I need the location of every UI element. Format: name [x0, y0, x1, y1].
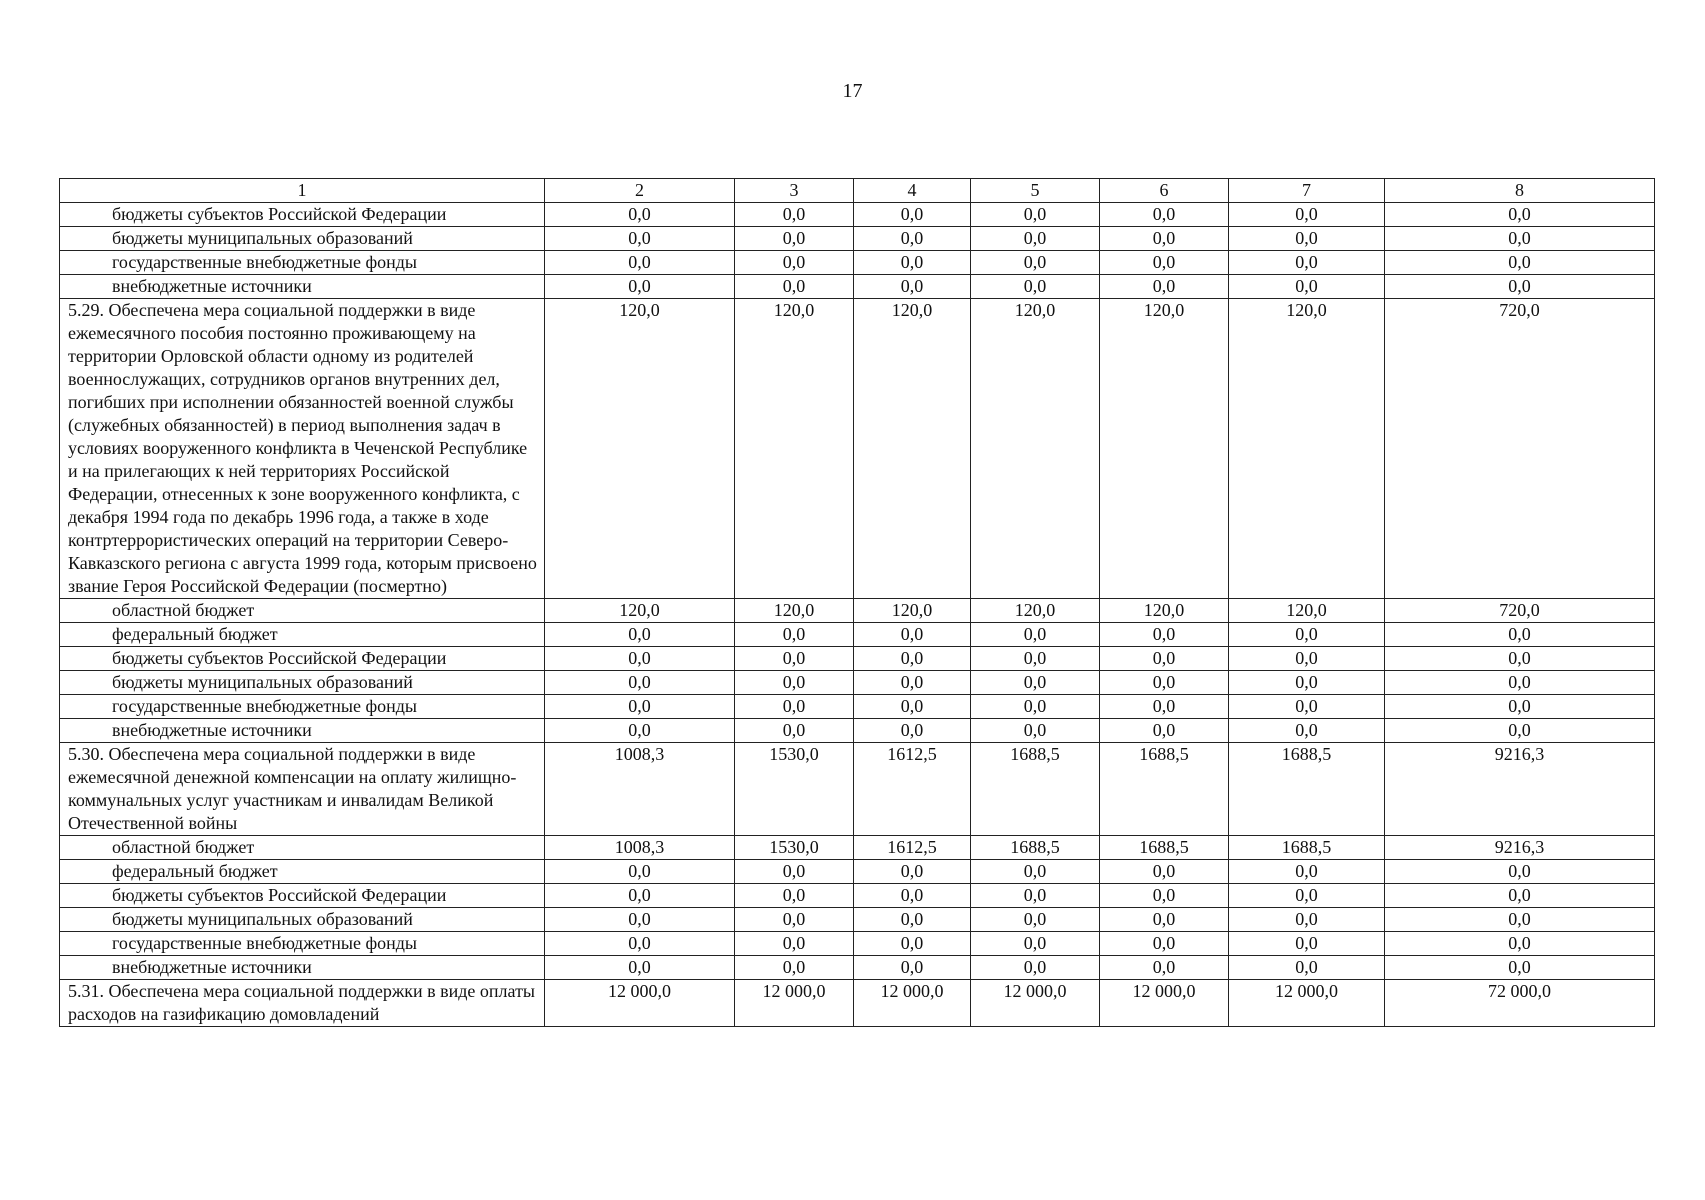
value-cell: 0,0: [735, 719, 854, 743]
table-row-source: [60, 671, 1655, 695]
value-cell: 0,0: [1385, 908, 1655, 932]
value-cell: 0,0: [1385, 884, 1655, 908]
value-cell: 12 000,0: [1100, 980, 1229, 1027]
value-cell: 0,0: [854, 719, 971, 743]
value-cell: 12 000,0: [545, 980, 735, 1027]
value-cell: 120,0: [1100, 299, 1229, 599]
value-cell: 120,0: [1229, 299, 1385, 599]
value-cell: 120,0: [1229, 599, 1385, 623]
value-cell: 0,0: [854, 251, 971, 275]
value-cell: 0,0: [971, 956, 1100, 980]
value-cell: 720,0: [1385, 299, 1655, 599]
value-cell: 1008,3: [545, 836, 735, 860]
table-row-source: [60, 884, 1655, 908]
value-cell: 0,0: [1100, 203, 1229, 227]
value-cell: 0,0: [545, 251, 735, 275]
page-number: 17: [842, 80, 863, 102]
value-cell: 0,0: [1100, 671, 1229, 695]
value-cell: 0,0: [854, 647, 971, 671]
value-cell: 720,0: [1385, 599, 1655, 623]
value-cell: 0,0: [1229, 251, 1385, 275]
funding-source-label: бюджеты субъектов Российской Федерации: [60, 647, 545, 671]
value-cell: 0,0: [971, 695, 1100, 719]
value-cell: 1008,3: [545, 743, 735, 836]
value-cell: 9216,3: [1385, 836, 1655, 860]
value-cell: 0,0: [1385, 956, 1655, 980]
value-cell: 0,0: [735, 695, 854, 719]
table-row-source: [60, 203, 1655, 227]
value-cell: 0,0: [971, 275, 1100, 299]
budget-table: [59, 178, 1655, 1027]
table-row-source: [60, 599, 1655, 623]
table-row-measure: [60, 299, 1655, 599]
table-row-source: [60, 932, 1655, 956]
value-cell: 0,0: [735, 251, 854, 275]
value-cell: 0,0: [971, 908, 1100, 932]
value-cell: 1688,5: [1229, 836, 1385, 860]
value-cell: 1612,5: [854, 836, 971, 860]
value-cell: 0,0: [1385, 932, 1655, 956]
value-cell: 0,0: [1385, 251, 1655, 275]
value-cell: 0,0: [854, 908, 971, 932]
funding-source-label: областной бюджет: [60, 836, 545, 860]
value-cell: 0,0: [1229, 860, 1385, 884]
value-cell: 0,0: [735, 623, 854, 647]
value-cell: 0,0: [1229, 908, 1385, 932]
funding-source-label: бюджеты субъектов Российской Федерации: [60, 203, 545, 227]
value-cell: 0,0: [735, 275, 854, 299]
value-cell: 0,0: [1385, 623, 1655, 647]
funding-source-label: бюджеты муниципальных образований: [60, 227, 545, 251]
table-row-source: [60, 623, 1655, 647]
value-cell: 0,0: [1100, 227, 1229, 251]
value-cell: 0,0: [1229, 623, 1385, 647]
value-cell: 0,0: [1100, 275, 1229, 299]
column-header: 7: [1229, 179, 1385, 203]
value-cell: 0,0: [1229, 203, 1385, 227]
value-cell: 120,0: [971, 599, 1100, 623]
value-cell: 0,0: [735, 908, 854, 932]
value-cell: 0,0: [971, 932, 1100, 956]
funding-source-label: внебюджетные источники: [60, 275, 545, 299]
value-cell: 0,0: [1385, 695, 1655, 719]
value-cell: 12 000,0: [1229, 980, 1385, 1027]
value-cell: 0,0: [854, 203, 971, 227]
table-body: [60, 179, 1655, 1027]
value-cell: 1688,5: [1100, 743, 1229, 836]
value-cell: 0,0: [1100, 884, 1229, 908]
value-cell: 0,0: [545, 647, 735, 671]
value-cell: 0,0: [735, 860, 854, 884]
value-cell: 0,0: [971, 719, 1100, 743]
column-header: 5: [971, 179, 1100, 203]
measure-description: 5.29. Обеспечена мера социальной поддержки в виде ежемесячного пособия постоянно проживающему на территории Орловской области одному из родителей военнослужащих, сотрудников органов внутренних дел, погибших при исполнении обязанностей военной службы (служебных обязанностей) в период выполнения задач в условиях вооруженного конфликта в Чеченской Республике и на прилегающих к ней территориях Российской Федерации, отнесенных к зоне вооруженного конфликта, с декабря 1994 года по декабрь 1996 года, а также в ходе контртеррористических операций на территории Северо-Кавказского региона с августа 1999 года, которым присвоено звание Героя Российской Федерации (посмертно): [60, 299, 545, 599]
value-cell: 12 000,0: [735, 980, 854, 1027]
funding-source-label: бюджеты субъектов Российской Федерации: [60, 884, 545, 908]
table-row-measure: [60, 743, 1655, 836]
value-cell: 0,0: [1385, 275, 1655, 299]
column-header: 2: [545, 179, 735, 203]
value-cell: 120,0: [854, 299, 971, 599]
value-cell: 0,0: [1385, 860, 1655, 884]
value-cell: 0,0: [854, 671, 971, 695]
value-cell: 0,0: [1229, 884, 1385, 908]
value-cell: 120,0: [545, 599, 735, 623]
table-row-source: [60, 860, 1655, 884]
value-cell: 72 000,0: [1385, 980, 1655, 1027]
table-row-source: [60, 275, 1655, 299]
value-cell: 0,0: [971, 251, 1100, 275]
value-cell: 0,0: [735, 932, 854, 956]
value-cell: 0,0: [1100, 251, 1229, 275]
value-cell: 0,0: [545, 884, 735, 908]
value-cell: 0,0: [545, 695, 735, 719]
column-header: 6: [1100, 179, 1229, 203]
column-header: 8: [1385, 179, 1655, 203]
value-cell: 0,0: [1385, 647, 1655, 671]
value-cell: 0,0: [545, 203, 735, 227]
column-header-row: [60, 179, 1655, 203]
value-cell: 0,0: [1385, 719, 1655, 743]
funding-source-label: государственные внебюджетные фонды: [60, 251, 545, 275]
funding-source-label: государственные внебюджетные фонды: [60, 932, 545, 956]
value-cell: 0,0: [1100, 932, 1229, 956]
column-header: 1: [60, 179, 545, 203]
column-header: 4: [854, 179, 971, 203]
value-cell: 1530,0: [735, 836, 854, 860]
value-cell: 0,0: [971, 860, 1100, 884]
measure-description: 5.30. Обеспечена мера социальной поддержки в виде ежемесячной денежной компенсации на оплату жилищно-коммунальных услуг участникам и инвалидам Великой Отечественной войны: [60, 743, 545, 836]
value-cell: 1688,5: [971, 836, 1100, 860]
table-row-source: [60, 251, 1655, 275]
value-cell: 12 000,0: [971, 980, 1100, 1027]
value-cell: 0,0: [854, 227, 971, 251]
value-cell: 120,0: [971, 299, 1100, 599]
value-cell: 0,0: [854, 623, 971, 647]
value-cell: 9216,3: [1385, 743, 1655, 836]
funding-source-label: федеральный бюджет: [60, 623, 545, 647]
value-cell: 1688,5: [1100, 836, 1229, 860]
value-cell: 0,0: [854, 884, 971, 908]
table-row-source: [60, 227, 1655, 251]
table-row-source: [60, 719, 1655, 743]
value-cell: 0,0: [1100, 647, 1229, 671]
table-row-source: [60, 836, 1655, 860]
value-cell: 120,0: [545, 299, 735, 599]
value-cell: 0,0: [1229, 956, 1385, 980]
column-header: 3: [735, 179, 854, 203]
value-cell: 120,0: [735, 299, 854, 599]
funding-source-label: внебюджетные источники: [60, 719, 545, 743]
table-row-source: [60, 695, 1655, 719]
value-cell: 0,0: [545, 956, 735, 980]
value-cell: 0,0: [545, 932, 735, 956]
value-cell: 0,0: [971, 227, 1100, 251]
value-cell: 0,0: [854, 695, 971, 719]
value-cell: 120,0: [1100, 599, 1229, 623]
value-cell: 0,0: [735, 956, 854, 980]
value-cell: 1612,5: [854, 743, 971, 836]
funding-source-label: федеральный бюджет: [60, 860, 545, 884]
value-cell: 0,0: [1385, 203, 1655, 227]
value-cell: 0,0: [1229, 275, 1385, 299]
funding-source-label: государственные внебюджетные фонды: [60, 695, 545, 719]
value-cell: 0,0: [971, 623, 1100, 647]
value-cell: 0,0: [545, 908, 735, 932]
value-cell: 0,0: [854, 860, 971, 884]
value-cell: 0,0: [1385, 227, 1655, 251]
value-cell: 0,0: [854, 932, 971, 956]
table-row-source: [60, 647, 1655, 671]
value-cell: 0,0: [735, 203, 854, 227]
value-cell: 0,0: [971, 203, 1100, 227]
value-cell: 0,0: [1229, 695, 1385, 719]
value-cell: 0,0: [735, 647, 854, 671]
value-cell: 0,0: [1100, 719, 1229, 743]
value-cell: 0,0: [971, 884, 1100, 908]
value-cell: 0,0: [854, 956, 971, 980]
value-cell: 0,0: [1385, 671, 1655, 695]
value-cell: 0,0: [735, 884, 854, 908]
value-cell: 0,0: [545, 623, 735, 647]
funding-source-label: внебюджетные источники: [60, 956, 545, 980]
value-cell: 0,0: [971, 647, 1100, 671]
value-cell: 0,0: [545, 275, 735, 299]
value-cell: 0,0: [545, 719, 735, 743]
value-cell: 0,0: [1100, 695, 1229, 719]
value-cell: 0,0: [735, 671, 854, 695]
funding-source-label: бюджеты муниципальных образований: [60, 908, 545, 932]
value-cell: 1688,5: [971, 743, 1100, 836]
value-cell: 0,0: [854, 275, 971, 299]
value-cell: 0,0: [1229, 719, 1385, 743]
value-cell: 12 000,0: [854, 980, 971, 1027]
table-row-source: [60, 956, 1655, 980]
value-cell: 1688,5: [1229, 743, 1385, 836]
value-cell: 0,0: [1100, 956, 1229, 980]
value-cell: 120,0: [735, 599, 854, 623]
table-row-source: [60, 908, 1655, 932]
value-cell: 1530,0: [735, 743, 854, 836]
value-cell: 0,0: [1229, 227, 1385, 251]
value-cell: 0,0: [1229, 671, 1385, 695]
measure-description: 5.31. Обеспечена мера социальной поддержки в виде оплаты расходов на газификацию домовладений: [60, 980, 545, 1027]
value-cell: 0,0: [545, 227, 735, 251]
value-cell: 0,0: [545, 860, 735, 884]
value-cell: 120,0: [854, 599, 971, 623]
value-cell: 0,0: [971, 671, 1100, 695]
funding-source-label: бюджеты муниципальных образований: [60, 671, 545, 695]
value-cell: 0,0: [1229, 647, 1385, 671]
value-cell: 0,0: [1229, 932, 1385, 956]
funding-source-label: областной бюджет: [60, 599, 545, 623]
value-cell: 0,0: [1100, 860, 1229, 884]
value-cell: 0,0: [735, 227, 854, 251]
value-cell: 0,0: [545, 671, 735, 695]
value-cell: 0,0: [1100, 908, 1229, 932]
table-row-measure: [60, 980, 1655, 1027]
value-cell: 0,0: [1100, 623, 1229, 647]
